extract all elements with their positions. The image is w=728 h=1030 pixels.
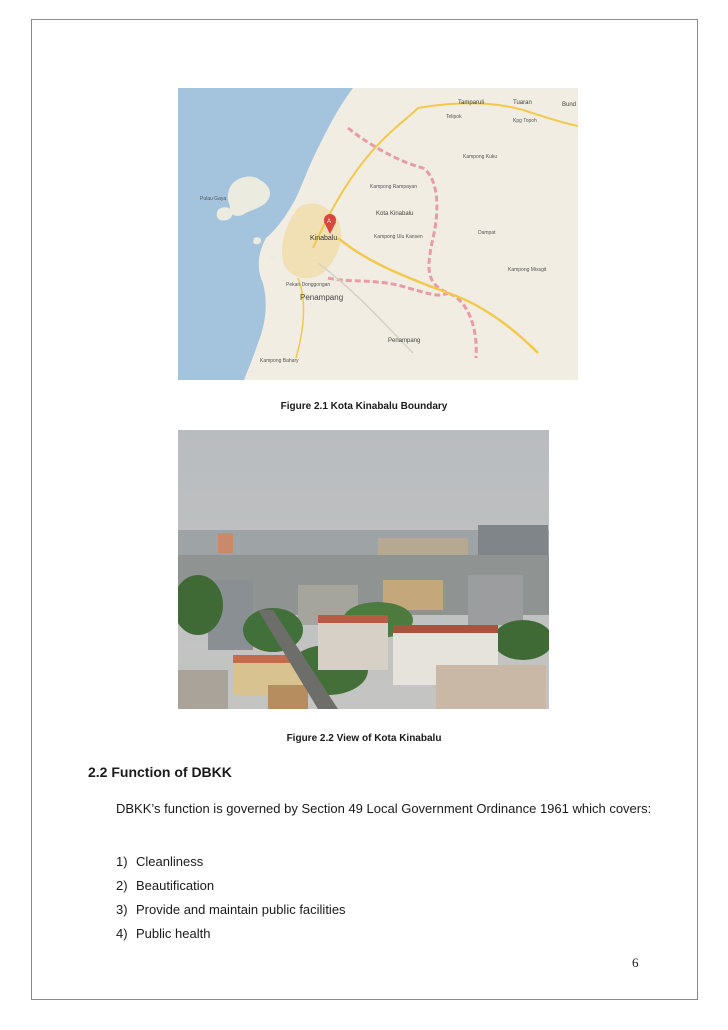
map-label-tamparuli: Tamparuli: [458, 100, 485, 106]
section-heading: 2.2 Function of DBKK: [88, 764, 232, 780]
map-label-kampong-missgit: Kampong Missgit: [508, 267, 547, 273]
list-item: [116, 925, 346, 949]
figure-caption-2: Figure 2.2 View of Kota Kinabalu: [286, 733, 442, 744]
map-label-kampong-ulu-kansen: Kampong Ulu Kansen: [374, 234, 423, 240]
map-label-kampong-kuku: Kampong Kuku: [463, 154, 498, 160]
svg-text:A: A: [327, 219, 332, 225]
list-item-text: Cleanliness: [136, 854, 204, 869]
list-item-text: Provide and maintain public facilities: [136, 902, 346, 917]
map-label-penampang: Penampang: [300, 293, 344, 302]
list-item-text: Public health: [136, 926, 211, 941]
list-item: [116, 901, 346, 925]
list-item: [116, 877, 346, 901]
map-label-telipok: Telipok: [446, 114, 462, 120]
map-label-pulau-gaya: Pulau Gaya: [200, 196, 227, 202]
kota-kinabalu-map: [178, 88, 578, 380]
list-item-text: Beautification: [136, 878, 215, 893]
city-view-photo: [178, 430, 549, 709]
map-label-kampong-bahary: Kampong Bahary: [260, 358, 299, 364]
list-item-number: 4): [116, 926, 128, 941]
map-label-kinabalu: Kinabalu: [310, 235, 338, 242]
city-photo-graphic: [178, 430, 549, 709]
map-label-kota-kinabalu: Kota Kinabalu: [376, 211, 414, 217]
map-label-pekan-donggongan: Pekan Donggongan: [286, 282, 331, 288]
list-item-number: 1): [116, 854, 128, 869]
map-label-penampang-2: Penampang: [388, 338, 421, 344]
map-label-kpg-topoh: Kpg Topoh: [513, 118, 537, 124]
map-graphic: [178, 88, 578, 380]
page-number: 6: [632, 955, 639, 970]
list-item: [116, 853, 346, 877]
figure-caption-1: Figure 2.1 Kota Kinabalu Boundary: [280, 401, 448, 412]
function-list: [116, 853, 346, 949]
map-label-tuaran: Tuaran: [513, 100, 532, 106]
map-label-bund: Bund: [562, 102, 577, 108]
list-item-number: 2): [116, 878, 128, 893]
map-label-kampong-rampayan: Kampong Rampayan: [370, 184, 417, 190]
section-paragraph: DBKK’s function is governed by Section 49 Local Government Ordinance 1961 which covers:: [116, 801, 652, 816]
list-item-number: 3): [116, 902, 128, 917]
map-label-dampat: Dampat: [478, 230, 496, 236]
